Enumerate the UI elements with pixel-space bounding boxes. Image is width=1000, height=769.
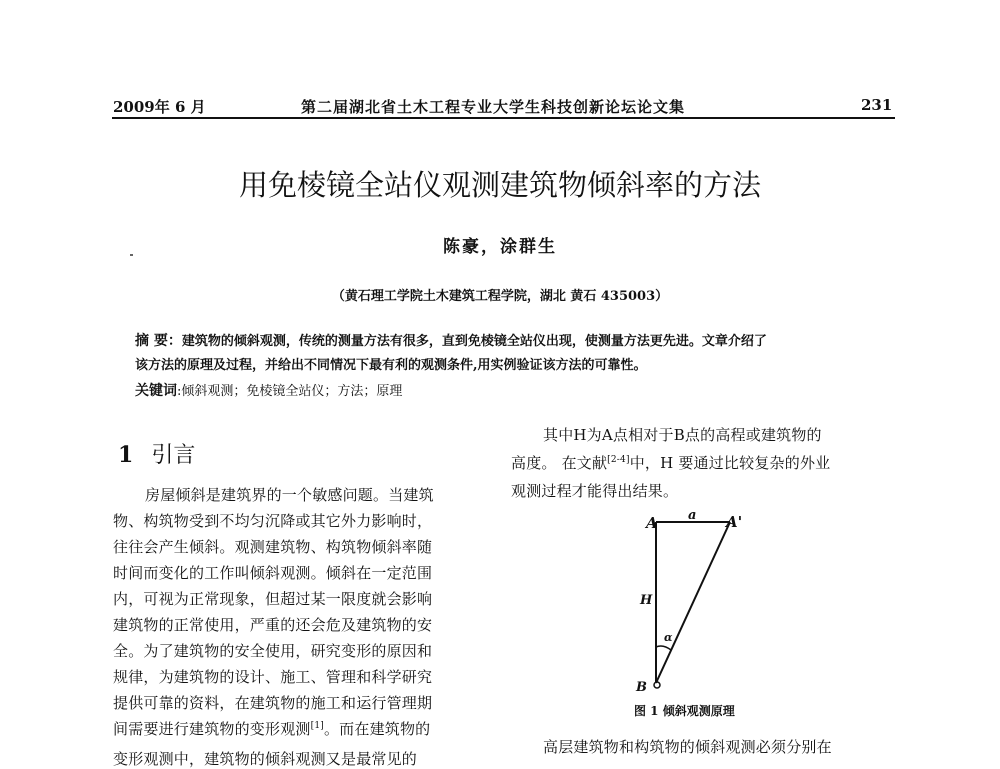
left-line-6: 建筑物的正常使用，严重的还会危及建筑物的安 <box>113 616 433 634</box>
header-date: 2009年 6 月 <box>113 98 206 116</box>
left-line-10-after: 。而在建筑物的 <box>323 720 431 738</box>
left-line-11-partial: 变形观测中，建筑物的倾斜观测又是最常见的 <box>113 750 418 768</box>
abstract-line-2: 该方法的原理及过程，并给出不同情况下最有利的观测条件,用实例验证该方法的可靠性。 <box>135 358 647 373</box>
slanted-line <box>656 522 730 683</box>
keywords-line <box>135 380 402 400</box>
left-line-8: 规律，为建筑物的设计、施工、管理和科学研究 <box>113 668 433 686</box>
section-1-number: 1 <box>118 442 134 468</box>
left-line-3: 往往会产生倾斜。观测建筑物、构筑物倾斜率随 <box>113 538 433 556</box>
figure-1-diagram <box>620 505 770 700</box>
header-page-number: 231 <box>861 96 893 114</box>
label-H: H <box>640 593 653 608</box>
label-B: B <box>636 680 647 695</box>
reference-2-4: [2-4] <box>607 455 630 465</box>
label-alpha: α <box>664 631 673 644</box>
label-A-prime: A' <box>726 513 743 531</box>
right-line-2-before: 高度。 在文献 <box>511 454 608 472</box>
paper-title: 用免棱镜全站仪观测建筑物倾斜率的方法 <box>238 168 761 202</box>
label-a: a <box>688 508 697 523</box>
angle-arc <box>656 646 671 650</box>
left-line-5: 内，可视为正常现象，但超过某一限度就会影响 <box>113 590 433 608</box>
right-line-4: 高层建筑物和构筑物的倾斜观测必须分别在 <box>543 738 832 756</box>
left-line-10 <box>113 718 430 739</box>
header-rule <box>112 117 895 119</box>
abstract-line-1 <box>135 330 767 350</box>
keywords-text: :倾斜观测；免棱镜全站仪；方法；原理 <box>177 384 403 399</box>
left-line-2: 物、构筑物受到不均匀沉降或其它外力影响时， <box>113 512 433 530</box>
right-line-3: 观测过程才能得出结果。 <box>511 482 679 500</box>
header-journal: 第二届湖北省土木工程专业大学生科技创新论坛论文集 <box>301 98 686 116</box>
figure-1-caption: 图 1 倾斜观测原理 <box>634 704 735 718</box>
scan-speck <box>130 254 133 256</box>
paper-affiliation: （黄石理工学院土木建筑工程学院，湖北 黄石 435003） <box>331 289 669 304</box>
left-line-9: 提供可靠的资料，在建筑物的施工和运行管理期 <box>113 694 433 712</box>
left-line-7: 全。为了建筑物的安全使用，研究变形的原因和 <box>113 642 433 660</box>
right-line-2 <box>511 452 830 473</box>
left-line-1: 房屋倾斜是建筑界的一个敏感问题。当建筑 <box>145 486 434 504</box>
abstract-label: 摘 要： <box>135 333 182 349</box>
keywords-label: 关键词 <box>135 383 177 399</box>
abstract-text-1: 建筑物的倾斜观测，传统的测量方法有很多，直到免棱镜全站仪出现，使测量方法更先进。文章介绍了 <box>181 334 767 349</box>
left-line-4: 时间而变化的工作叫倾斜观测。倾斜在一定范围 <box>113 564 433 582</box>
left-line-10-before: 间需要进行建筑物的变形观测 <box>113 720 311 738</box>
section-1-heading <box>118 438 195 469</box>
section-1-title: 引言 <box>151 443 196 468</box>
right-line-1: 其中H为A点相对于B点的高程或建筑物的 <box>543 426 822 444</box>
paper-authors: 陈豪，涂群生 <box>443 237 557 257</box>
reference-1: [1] <box>310 721 324 731</box>
right-line-2-after: 中，H 要通过比较复杂的外业 <box>629 454 831 472</box>
label-A: A <box>646 514 658 532</box>
